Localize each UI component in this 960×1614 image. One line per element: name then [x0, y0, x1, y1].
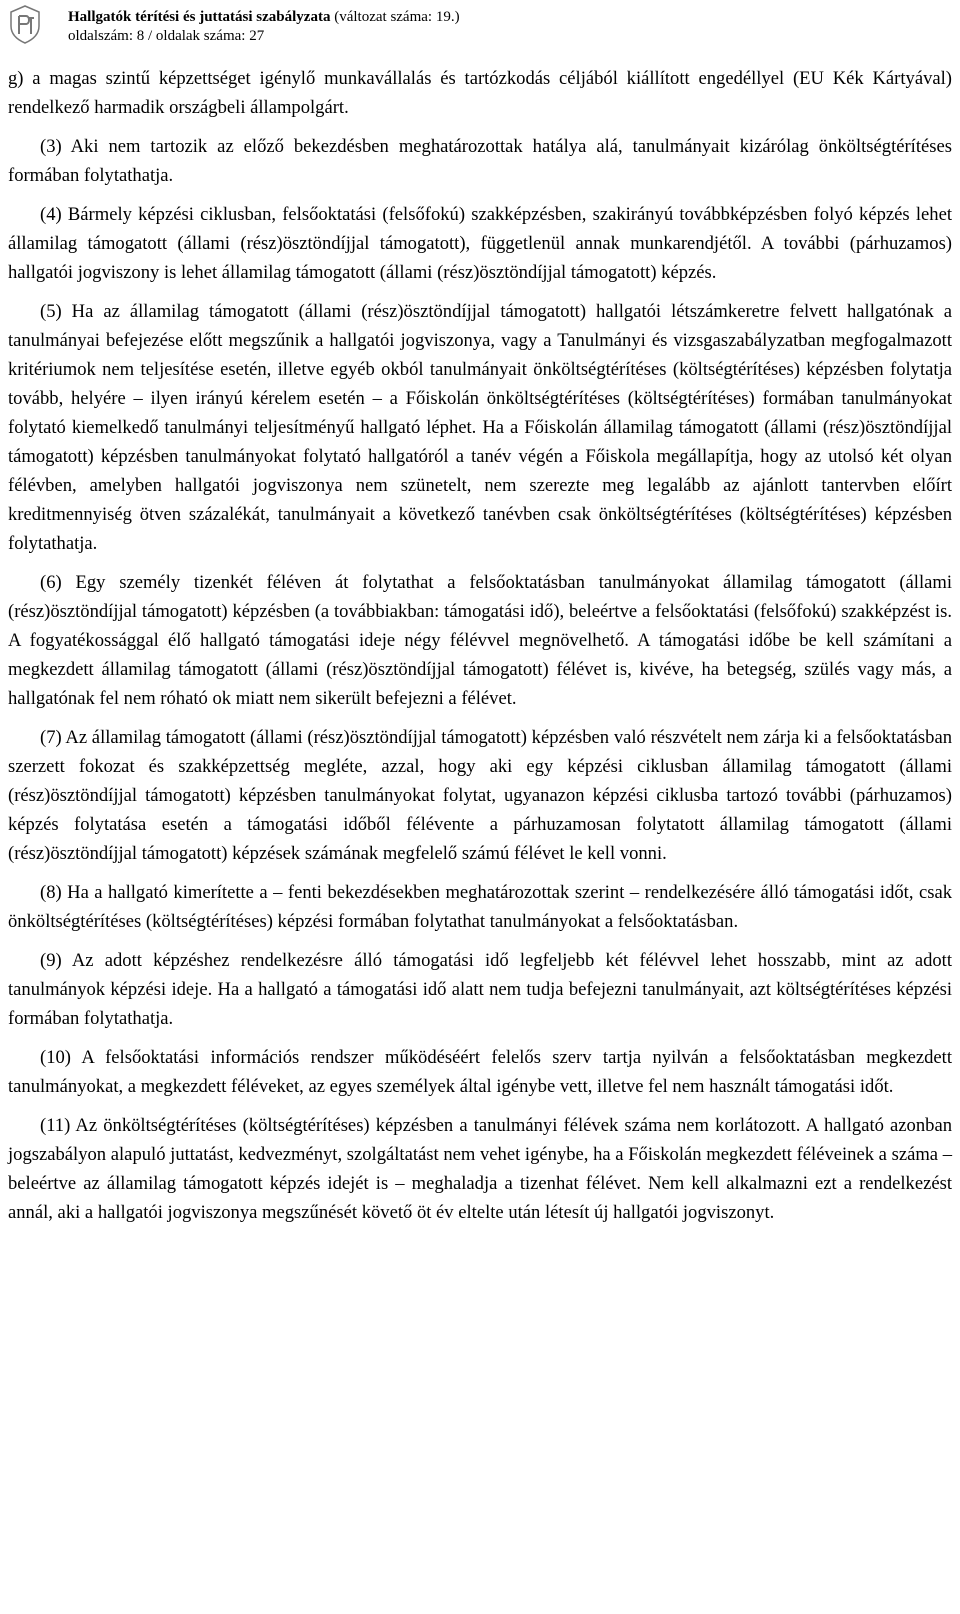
paragraph-3: (3) Aki nem tartozik az előző bekezdésben meghatározottak hatálya alá, tanulmányait kizárólag önköltségtérítéses formában folytathatja. [8, 136, 952, 186]
paragraph-11: (11) Az önköltségtérítéses (költségtérítéses) képzésben a tanulmányi félévek száma nem korlátozott. A hallgató azonban jogszabályon alapuló juttatást, kedvezményt, szolgáltatást nem vehet igénybe, ha a Főiskolán megkezdett féléveinek a száma – beleértve az államilag támogatott képzés idejét is – meghaladja a tizenhat félévet. Nem kell alkalmazni ezt a rendelkezést annál, aki a hallgatói jogviszonya megszűnését követő öt év eltelte után létesít új hallgatói jogviszonyt. [8, 1115, 952, 1223]
institution-logo-icon [8, 4, 42, 44]
document-title: Hallgatók térítési és juttatási szabályzata (változat száma: 19.) [68, 9, 460, 25]
paragraph-8: (8) Ha a hallgató kimerítette a – fenti bekezdésekben meghatározottak szerint – rendelkezésére álló támogatási időt, csak önköltségtérítéses (költségtérítéses) képzési formában folytathat tanulmányokat a felsőoktatásban. [8, 882, 952, 932]
paragraph-10: (10) A felsőoktatási információs rendszer működéséért felelős szerv tartja nyilván a felsőoktatásban megkezdett tanulmányokat, a megkezdett féléveket, az egyes személyek által igénybe vett, illetve fel nem használt támogatási időt. [8, 1047, 952, 1097]
document-body [8, 64, 952, 1237]
paragraph-4: (4) Bármely képzési ciklusban, felsőoktatási (felsőfokú) szakképzésben, szakirányú továbbképzésben folyó képzés lehet államilag támogatott (állami (rész)ösztöndíjjal támogatott), függetlenül annak munkarendjétől. A további (párhuzamos) hallgatói jogviszony is lehet államilag támogatott (állami (rész)ösztöndíjjal támogatott) képzés. [8, 204, 952, 283]
paragraph-5: (5) Ha az államilag támogatott (állami (rész)ösztöndíjjal támogatott) hallgatói létszámkeretre felvett hallgatónak a tanulmányai befejezése előtt megszűnik a hallgatói jogviszonya, vagy a Tanulmányi és vizsgaszabályzatban megfogalmazott kritériumok nem teljesítése esetén, illetve egyéb okból tanulmányait önköltségtérítéses (költségtérítéses) képzésben folytatja tovább, helyére – ilyen irányú kérelem esetén – a Főiskolán önköltségtérítéses (költségtérítéses) formában tanulmányokat folytató kiemelkedő tanulmányi teljesítményű hallgató léphet. Ha a Főiskolán államilag támogatott (állami (rész)ösztöndíjjal támogatott) képzésben tanulmányokat folytató hallgatóról a tanév végén a Főiskola megállapítja, hogy az utolsó két olyan félévben, amelyben hallgatói jogviszonya nem szünetelt, nem szerezte meg legalább az ajánlott tantervben előírt kreditmennyiség ötven százalékát, tanulmányait a következő tanévben csak önköltségtérítéses (költségtérítéses) képzésben folytathatja. [8, 301, 952, 554]
paragraph-7: (7) Az államilag támogatott (állami (rész)ösztöndíjjal támogatott) képzésben való részvételt nem zárja ki a felsőoktatásban szerzett fokozat és szakképzettség megléte, azzal, hogy aki egy képzési ciklusban államilag támogatott (állami (rész)ösztöndíjjal támogatott) képzésben tanulmányokat folytat, ugyanazon képzési ciklusba tartozó további (párhuzamos) képzés folytatása esetén a támogatási időből félévente a párhuzamosan folytatott államilag támogatott (állami (rész)ösztöndíjjal támogatott) képzések számának megfelelő számú félévet le kell vonni. [8, 727, 952, 864]
paragraph-6: (6) Egy személy tizenkét féléven át folytathat a felsőoktatásban tanulmányokat államilag támogatott (állami (rész)ösztöndíjjal támogatott) képzésben (a továbbiakban: támogatási idő), beleértve a felsőoktatási (felsőfokú) szakképzést is. A fogyatékossággal élő hallgató támogatási ideje négy félévvel megnövelhető. A támogatási időbe be kell számítani a megkezdett államilag támogatott (állami (rész)ösztöndíjjal támogatott) félévet is, kivéve, ha betegség, szülés vagy más, a hallgatónak fel nem róható ok miatt nem sikerült befejezni a félévet. [8, 572, 952, 709]
paragraph-9: (9) Az adott képzéshez rendelkezésre álló támogatási idő legfeljebb két félévvel lehet hosszabb, mint az adott tanulmányok képzési ideje. Ha a hallgató a támogatási idő alatt nem tudja befejezni tanulmányait, azt költségtérítéses képzési formában folytathatja. [8, 950, 952, 1029]
paragraph-g: g) a magas szintű képzettséget igénylő munkavállalás és tartózkodás céljából kiállított engedéllyel (EU Kék Kártyával) rendelkező harmadik országbeli állampolgárt. [8, 68, 952, 118]
page-header [8, 4, 952, 48]
page-info: oldalszám: 8 / oldalak száma: 27 [68, 28, 265, 44]
